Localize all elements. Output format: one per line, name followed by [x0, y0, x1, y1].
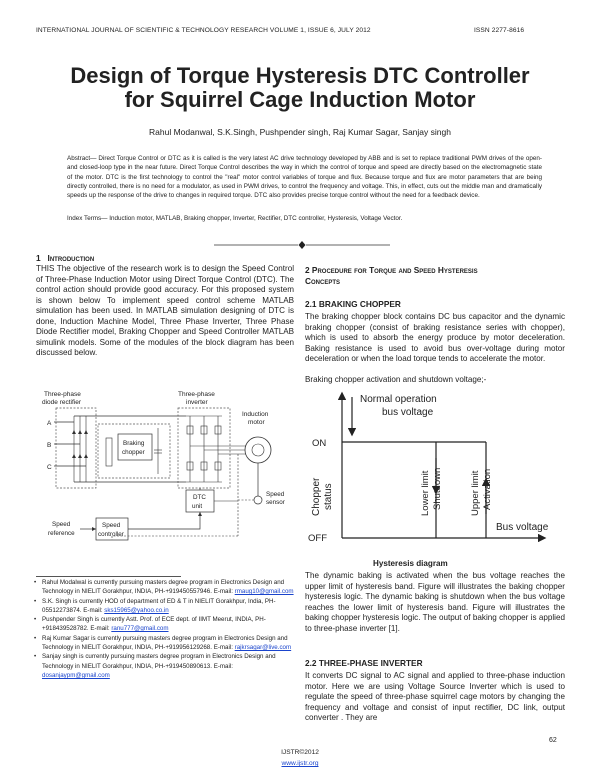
sensor-label-2: sensor [266, 499, 285, 506]
author-email-link[interactable]: dosanjaypm@gmail.com [42, 671, 110, 679]
controller-label-1: Speed [102, 522, 121, 529]
normal-operation-label-2: bus voltage [382, 407, 434, 418]
controller-label-2: controller [98, 531, 124, 538]
hysteresis-diagram [304, 388, 566, 546]
rectifier-box [56, 408, 96, 488]
rectifier-label-1: Three-phase [44, 391, 81, 398]
footnote-item: • Pushpender Singh is currently Astt. Prof. of ECE dept. of IIMT Meerut, INDIA, PH-+918439528782. E-mail: ranu777@gmail.com [34, 616, 266, 633]
section-1-number: 1 [36, 253, 41, 263]
footer-site-link[interactable]: www.ijstr.org [281, 760, 319, 767]
motor-label-1: Induction [242, 411, 269, 418]
subsection-2-1-body: The braking chopper block contains DC bus capacitor and the dynamic braking chopper (consist of braking resistance series with chopper), which is used to absorb the energy produce by motor deceleration. Baking resistance is used to avoid bus over-voltage during motor deceleration or when the load torque tends to accelerate the motor. [305, 312, 565, 363]
paper-title [0, 64, 600, 112]
hysteresis-body: The dynamic baking is activated when the bus voltage reaches the upper limit of hysteresis band. Figure will illustrates the baking chopper hysteresis logic. The dynamic baking is shutdown when the bus voltage reaches the lower limit of hysteresis band. Figure will illustrates the baking chopper hysteresis logic. The output of baking chopper is applied to three-phase inverter [1]. [305, 571, 565, 633]
journal-header: INTERNATIONAL JOURNAL OF SCIENTIFIC & TECHNOLOGY RESEARCH VOLUME 1, ISSUE 6, JULY 2012 [36, 27, 371, 34]
footer-site [0, 760, 600, 767]
page-number: 62 [549, 737, 557, 744]
chopper-status-label-2: status [323, 483, 334, 510]
on-label: ON [312, 438, 327, 449]
lower-limit-label-1: Lower limit [420, 470, 431, 516]
author-email-link[interactable]: sks15965@yahoo.co.in [104, 606, 169, 614]
authors: Rahul Modanwal, S.K.Singh, Pushpender singh, Raj Kumar Sagar, Sanjay singh [149, 127, 451, 137]
speed-sensor-symbol [254, 496, 262, 504]
issn: ISSN 2277-8616 [474, 27, 525, 34]
footnote-item: • Raj Kumar Sagar is currently pursuing masters degree program in Electronics Design and Technology in NIELIT Gorakhpur, INDIA, PH-+919956129268. E-mail: rajkrsagar@live.com [34, 634, 292, 652]
motor-label-2: motor [248, 419, 265, 426]
braking-label-1: Braking [123, 440, 145, 447]
braking-label-2: chopper [122, 449, 145, 456]
induction-motor-symbol [245, 437, 271, 463]
phase-b-label: B [47, 442, 52, 449]
author-email-link[interactable]: rmaug10@gmail.com [234, 588, 294, 596]
abstract: Abstract— Direct Torque Control or DTC as it is called is the very latest AC drive technology developed by ABB and is set to replace traditional PWM drives of the open- and closed-loop type in the near future. Direct Torque Control describes the way in which the control of torque and speed are directly based on the electromagnetic state of the motor. DTC is the first technology to control the "real" motor control variables of torque and flux. Because torque and flux are motor parameters that are being directly controlled, there is no need for a modulator, as used in PWM drives, to control the frequency and voltage. This, in effect, cuts out the middle man and dramatically speeds up the response of the drive to changes in required torque. DTC also provides precise torque control without the need for a feedback device. [67, 155, 542, 200]
section-2-heading: 2 Procedure for Torque and Speed Hysteresis Concepts [305, 265, 478, 286]
normal-operation-label-1: Normal operation [360, 394, 437, 405]
section-1-body: THIS The objective of the research work is to design the Speed Control of Three-Phase Induction Motor using Direct Torque Control (DTC). The control action should provide good accuracy. For this proposed system is shown below To implement speed control scheme MATLAB simulation has been used. In MATLAB simulation designing of DTC is done, Induction Machine Model, Three Phase Inverter, Three Phase Diode Rectifier model, Braking Chopper and Speed Controller MATLAB simulink models. Some of the modules of the block diagram has been discussed below. [36, 264, 294, 357]
inverter-label-2: inverter [186, 399, 208, 406]
title-line-2: for Squirrel Cage Induction Motor [124, 87, 476, 112]
phase-a-label: A [47, 420, 52, 427]
title-line-1: Design of Torque Hysteresis DTC Controller [70, 63, 530, 88]
subsection-2-1-tail: Braking chopper activation and shutdown voltage;- [305, 375, 487, 384]
upper-limit-label-2: Activation [482, 468, 493, 510]
author-email-link[interactable]: ranu777@gmail.com [111, 625, 169, 633]
reference-label-1: Speed [52, 521, 71, 528]
footer-code: IJSTR©2012 [281, 749, 319, 756]
dtc-label-1: DTC [193, 494, 206, 501]
subsection-2-2-heading: 2.2 THREE-PHASE INVERTER [305, 658, 423, 668]
section-divider-ornament [214, 240, 390, 250]
phase-c-label: C [47, 464, 52, 471]
lower-limit-label-2: Shutdown [432, 467, 443, 510]
upper-limit-label-1: Upper limit [470, 470, 481, 516]
inverter-label-1: Three-phase [178, 391, 215, 398]
subsection-2-2-body: It converts DC signal to AC signal and applied to three-phase induction motor. Here we are using Voltage Source Inverter which is used to regulate the speed of three-phase squirrel cage motors by changing the frequency and voltage and consist of input rectifier, DC link, output converter . They are [305, 671, 565, 722]
section-1-heading [36, 253, 94, 263]
rectifier-label-2: diode rectifier [42, 399, 82, 406]
system-block-diagram [36, 388, 298, 548]
author-footnotes [34, 578, 296, 680]
reference-label-2: reference [48, 530, 75, 537]
index-terms: Index Terms— Induction motor, MATLAB, Braking chopper, Inverter, Rectifier, DTC controller, Hysteresis, Voltage Vector. [67, 215, 403, 222]
hysteresis-caption: Hysteresis diagram [373, 559, 448, 568]
author-email-link[interactable]: rajkrsagar@live.com [234, 644, 292, 652]
footnote-item: • Rahul Modalwal is currently pursuing masters degree program in Electronics Design and Technology in NIELIT Gorakhpur, INDIA, PH-+919450557946. E-mail: rmaug10@gmail.com [34, 579, 294, 596]
footnote-item: • Sanjay singh is currently pursuing masters degree program in Electronics Design and Technology in NIELIT Gorakhpur, INDIA, PH-+919450890613. E-mail: dosanjaypm@gmail.com [34, 653, 276, 679]
bus-voltage-label: Bus voltage [496, 522, 549, 533]
subsection-2-1-heading: 2.1 BRAKING CHOPPER [305, 299, 401, 309]
off-label: OFF [308, 533, 327, 544]
sensor-label-1: Speed [266, 491, 285, 498]
braking-chopper-box [118, 434, 152, 460]
dtc-label-2: unit [192, 503, 203, 510]
footnote-rule [36, 576, 181, 577]
footnote-item: • S.K. Singh is currently HOD of department of ED & T in NIELIT Gorakhpur, India, PH-05512273874. E-mail: sks15965@yahoo.co.in [34, 597, 276, 614]
chopper-status-label-1: Chopper [311, 477, 322, 516]
section-1-title: Introduction [47, 253, 95, 263]
